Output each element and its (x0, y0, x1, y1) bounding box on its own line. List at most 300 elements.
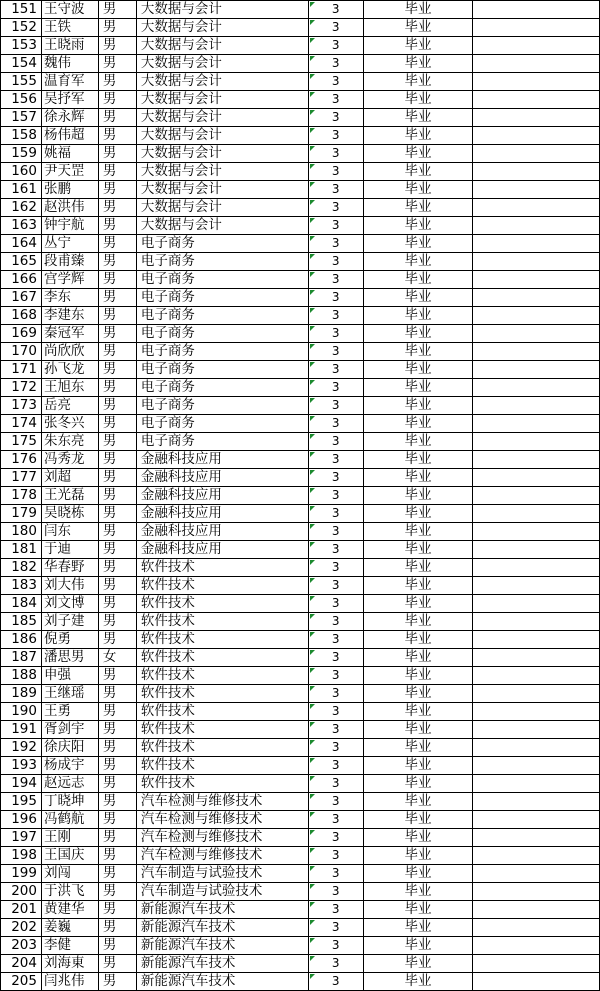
years-cell[interactable] (308, 361, 363, 379)
empty-cell[interactable] (473, 829, 600, 847)
major-cell[interactable]: 软件技术 (136, 649, 308, 667)
empty-cell[interactable] (473, 649, 600, 667)
name-cell[interactable]: 钟宇航 (41, 217, 98, 235)
major-cell[interactable]: 新能源汽车技术 (136, 937, 308, 955)
years-cell[interactable] (308, 1, 363, 19)
major-cell[interactable]: 软件技术 (136, 631, 308, 649)
major-cell[interactable]: 新能源汽车技术 (136, 919, 308, 937)
empty-cell[interactable] (473, 775, 600, 793)
gender-cell[interactable]: 男 (98, 487, 136, 505)
years-cell[interactable] (308, 685, 363, 703)
years-cell[interactable] (308, 829, 363, 847)
major-cell[interactable]: 金融科技应用 (136, 451, 308, 469)
empty-cell[interactable] (473, 865, 600, 883)
row-number-cell[interactable]: 192 (1, 739, 42, 757)
status-cell[interactable]: 毕业 (363, 19, 473, 37)
row-number-cell[interactable]: 163 (1, 217, 42, 235)
name-cell[interactable]: 冯秀龙 (41, 451, 98, 469)
gender-cell[interactable]: 男 (98, 1, 136, 19)
empty-cell[interactable] (473, 613, 600, 631)
name-cell[interactable]: 吴晓栋 (41, 505, 98, 523)
years-cell[interactable] (308, 19, 363, 37)
name-cell[interactable]: 冯鹤航 (41, 811, 98, 829)
years-cell[interactable] (308, 343, 363, 361)
status-cell[interactable]: 毕业 (363, 55, 473, 73)
row-number-cell[interactable]: 151 (1, 1, 42, 19)
name-cell[interactable]: 倪勇 (41, 631, 98, 649)
name-cell[interactable]: 张鹏 (41, 181, 98, 199)
status-cell[interactable]: 毕业 (363, 577, 473, 595)
empty-cell[interactable] (473, 685, 600, 703)
status-cell[interactable]: 毕业 (363, 433, 473, 451)
name-cell[interactable]: 李建东 (41, 307, 98, 325)
gender-cell[interactable]: 男 (98, 793, 136, 811)
major-cell[interactable]: 汽车检测与维修技术 (136, 847, 308, 865)
major-cell[interactable]: 金融科技应用 (136, 469, 308, 487)
years-cell[interactable] (308, 847, 363, 865)
empty-cell[interactable] (473, 253, 600, 271)
years-cell[interactable] (308, 127, 363, 145)
major-cell[interactable]: 金融科技应用 (136, 505, 308, 523)
status-cell[interactable]: 毕业 (363, 289, 473, 307)
years-cell[interactable] (308, 919, 363, 937)
gender-cell[interactable]: 男 (98, 577, 136, 595)
empty-cell[interactable] (473, 73, 600, 91)
gender-cell[interactable]: 男 (98, 901, 136, 919)
status-cell[interactable]: 毕业 (363, 1, 473, 19)
name-cell[interactable]: 李东 (41, 289, 98, 307)
row-number-cell[interactable]: 153 (1, 37, 42, 55)
gender-cell[interactable]: 男 (98, 181, 136, 199)
row-number-cell[interactable]: 184 (1, 595, 42, 613)
row-number-cell[interactable]: 164 (1, 235, 42, 253)
row-number-cell[interactable]: 173 (1, 397, 42, 415)
row-number-cell[interactable]: 198 (1, 847, 42, 865)
name-cell[interactable]: 刘海東 (41, 955, 98, 973)
empty-cell[interactable] (473, 469, 600, 487)
years-cell[interactable] (308, 523, 363, 541)
row-number-cell[interactable]: 158 (1, 127, 42, 145)
gender-cell[interactable]: 男 (98, 631, 136, 649)
major-cell[interactable]: 软件技术 (136, 595, 308, 613)
name-cell[interactable]: 刘子建 (41, 613, 98, 631)
row-number-cell[interactable]: 166 (1, 271, 42, 289)
gender-cell[interactable]: 男 (98, 145, 136, 163)
years-cell[interactable] (308, 109, 363, 127)
empty-cell[interactable] (473, 487, 600, 505)
empty-cell[interactable] (473, 91, 600, 109)
years-cell[interactable] (308, 325, 363, 343)
gender-cell[interactable]: 男 (98, 739, 136, 757)
empty-cell[interactable] (473, 217, 600, 235)
name-cell[interactable]: 张冬兴 (41, 415, 98, 433)
status-cell[interactable]: 毕业 (363, 199, 473, 217)
status-cell[interactable]: 毕业 (363, 901, 473, 919)
gender-cell[interactable]: 男 (98, 109, 136, 127)
years-cell[interactable] (308, 865, 363, 883)
gender-cell[interactable]: 男 (98, 271, 136, 289)
name-cell[interactable]: 闫东 (41, 523, 98, 541)
empty-cell[interactable] (473, 19, 600, 37)
name-cell[interactable]: 李健 (41, 937, 98, 955)
status-cell[interactable]: 毕业 (363, 649, 473, 667)
row-number-cell[interactable]: 175 (1, 433, 42, 451)
years-cell[interactable] (308, 631, 363, 649)
empty-cell[interactable] (473, 793, 600, 811)
empty-cell[interactable] (473, 505, 600, 523)
status-cell[interactable]: 毕业 (363, 361, 473, 379)
row-number-cell[interactable]: 183 (1, 577, 42, 595)
name-cell[interactable]: 朱东亮 (41, 433, 98, 451)
status-cell[interactable]: 毕业 (363, 847, 473, 865)
empty-cell[interactable] (473, 235, 600, 253)
years-cell[interactable] (308, 541, 363, 559)
name-cell[interactable]: 于洪飞 (41, 883, 98, 901)
empty-cell[interactable] (473, 577, 600, 595)
empty-cell[interactable] (473, 379, 600, 397)
gender-cell[interactable]: 男 (98, 775, 136, 793)
row-number-cell[interactable]: 201 (1, 901, 42, 919)
gender-cell[interactable]: 男 (98, 73, 136, 91)
years-cell[interactable] (308, 163, 363, 181)
row-number-cell[interactable]: 157 (1, 109, 42, 127)
name-cell[interactable]: 王光磊 (41, 487, 98, 505)
status-cell[interactable]: 毕业 (363, 559, 473, 577)
name-cell[interactable]: 刘超 (41, 469, 98, 487)
row-number-cell[interactable]: 152 (1, 19, 42, 37)
gender-cell[interactable]: 男 (98, 217, 136, 235)
name-cell[interactable]: 王守波 (41, 1, 98, 19)
major-cell[interactable]: 电子商务 (136, 379, 308, 397)
major-cell[interactable]: 大数据与会计 (136, 73, 308, 91)
row-number-cell[interactable]: 186 (1, 631, 42, 649)
status-cell[interactable]: 毕业 (363, 703, 473, 721)
status-cell[interactable]: 毕业 (363, 505, 473, 523)
major-cell[interactable]: 新能源汽车技术 (136, 901, 308, 919)
row-number-cell[interactable]: 188 (1, 667, 42, 685)
major-cell[interactable]: 大数据与会计 (136, 163, 308, 181)
gender-cell[interactable]: 男 (98, 937, 136, 955)
name-cell[interactable]: 尹天罡 (41, 163, 98, 181)
major-cell[interactable]: 金融科技应用 (136, 487, 308, 505)
status-cell[interactable]: 毕业 (363, 325, 473, 343)
major-cell[interactable]: 电子商务 (136, 325, 308, 343)
major-cell[interactable]: 新能源汽车技术 (136, 955, 308, 973)
empty-cell[interactable] (473, 451, 600, 469)
gender-cell[interactable]: 男 (98, 325, 136, 343)
major-cell[interactable]: 电子商务 (136, 253, 308, 271)
name-cell[interactable]: 潘思男 (41, 649, 98, 667)
row-number-cell[interactable]: 177 (1, 469, 42, 487)
gender-cell[interactable]: 男 (98, 199, 136, 217)
years-cell[interactable] (308, 757, 363, 775)
empty-cell[interactable] (473, 559, 600, 577)
major-cell[interactable]: 大数据与会计 (136, 1, 308, 19)
name-cell[interactable]: 徐永辉 (41, 109, 98, 127)
major-cell[interactable]: 大数据与会计 (136, 127, 308, 145)
status-cell[interactable]: 毕业 (363, 631, 473, 649)
status-cell[interactable]: 毕业 (363, 253, 473, 271)
major-cell[interactable]: 电子商务 (136, 361, 308, 379)
empty-cell[interactable] (473, 361, 600, 379)
empty-cell[interactable] (473, 523, 600, 541)
major-cell[interactable]: 电子商务 (136, 289, 308, 307)
empty-cell[interactable] (473, 145, 600, 163)
status-cell[interactable]: 毕业 (363, 343, 473, 361)
empty-cell[interactable] (473, 55, 600, 73)
major-cell[interactable]: 汽车检测与维修技术 (136, 829, 308, 847)
status-cell[interactable]: 毕业 (363, 937, 473, 955)
name-cell[interactable]: 王继瑶 (41, 685, 98, 703)
years-cell[interactable] (308, 37, 363, 55)
major-cell[interactable]: 大数据与会计 (136, 55, 308, 73)
row-number-cell[interactable]: 155 (1, 73, 42, 91)
major-cell[interactable]: 汽车检测与维修技术 (136, 811, 308, 829)
major-cell[interactable]: 大数据与会计 (136, 37, 308, 55)
gender-cell[interactable]: 男 (98, 19, 136, 37)
row-number-cell[interactable]: 154 (1, 55, 42, 73)
empty-cell[interactable] (473, 307, 600, 325)
years-cell[interactable] (308, 451, 363, 469)
empty-cell[interactable] (473, 433, 600, 451)
name-cell[interactable]: 赵洪伟 (41, 199, 98, 217)
gender-cell[interactable]: 男 (98, 127, 136, 145)
row-number-cell[interactable]: 162 (1, 199, 42, 217)
name-cell[interactable]: 温育军 (41, 73, 98, 91)
empty-cell[interactable] (473, 199, 600, 217)
row-number-cell[interactable]: 165 (1, 253, 42, 271)
empty-cell[interactable] (473, 181, 600, 199)
row-number-cell[interactable]: 159 (1, 145, 42, 163)
row-number-cell[interactable]: 194 (1, 775, 42, 793)
empty-cell[interactable] (473, 343, 600, 361)
major-cell[interactable]: 软件技术 (136, 775, 308, 793)
years-cell[interactable] (308, 73, 363, 91)
status-cell[interactable]: 毕业 (363, 451, 473, 469)
gender-cell[interactable]: 女 (98, 649, 136, 667)
status-cell[interactable]: 毕业 (363, 829, 473, 847)
empty-cell[interactable] (473, 847, 600, 865)
gender-cell[interactable]: 男 (98, 847, 136, 865)
empty-cell[interactable] (473, 541, 600, 559)
row-number-cell[interactable]: 180 (1, 523, 42, 541)
name-cell[interactable]: 尚欣欣 (41, 343, 98, 361)
gender-cell[interactable]: 男 (98, 829, 136, 847)
empty-cell[interactable] (473, 1, 600, 19)
gender-cell[interactable]: 男 (98, 163, 136, 181)
years-cell[interactable] (308, 613, 363, 631)
years-cell[interactable] (308, 91, 363, 109)
years-cell[interactable] (308, 235, 363, 253)
gender-cell[interactable]: 男 (98, 253, 136, 271)
major-cell[interactable]: 软件技术 (136, 685, 308, 703)
empty-cell[interactable] (473, 883, 600, 901)
row-number-cell[interactable]: 171 (1, 361, 42, 379)
name-cell[interactable]: 刘文博 (41, 595, 98, 613)
name-cell[interactable]: 王勇 (41, 703, 98, 721)
row-number-cell[interactable]: 187 (1, 649, 42, 667)
major-cell[interactable]: 软件技术 (136, 559, 308, 577)
gender-cell[interactable]: 男 (98, 955, 136, 973)
status-cell[interactable]: 毕业 (363, 91, 473, 109)
major-cell[interactable]: 软件技术 (136, 577, 308, 595)
name-cell[interactable]: 孙飞龙 (41, 361, 98, 379)
years-cell[interactable] (308, 433, 363, 451)
years-cell[interactable] (308, 469, 363, 487)
major-cell[interactable]: 电子商务 (136, 307, 308, 325)
row-number-cell[interactable]: 190 (1, 703, 42, 721)
name-cell[interactable]: 申强 (41, 667, 98, 685)
status-cell[interactable]: 毕业 (363, 811, 473, 829)
status-cell[interactable]: 毕业 (363, 37, 473, 55)
name-cell[interactable]: 杨成宇 (41, 757, 98, 775)
years-cell[interactable] (308, 415, 363, 433)
status-cell[interactable]: 毕业 (363, 235, 473, 253)
empty-cell[interactable] (473, 901, 600, 919)
row-number-cell[interactable]: 203 (1, 937, 42, 955)
major-cell[interactable]: 大数据与会计 (136, 181, 308, 199)
row-number-cell[interactable]: 191 (1, 721, 42, 739)
name-cell[interactable]: 姜巍 (41, 919, 98, 937)
empty-cell[interactable] (473, 937, 600, 955)
major-cell[interactable]: 电子商务 (136, 415, 308, 433)
empty-cell[interactable] (473, 37, 600, 55)
name-cell[interactable]: 吴抒军 (41, 91, 98, 109)
row-number-cell[interactable]: 195 (1, 793, 42, 811)
gender-cell[interactable]: 男 (98, 595, 136, 613)
name-cell[interactable]: 闫兆伟 (41, 973, 98, 991)
major-cell[interactable]: 汽车检测与维修技术 (136, 793, 308, 811)
row-number-cell[interactable]: 196 (1, 811, 42, 829)
status-cell[interactable]: 毕业 (363, 793, 473, 811)
major-cell[interactable]: 大数据与会计 (136, 19, 308, 37)
row-number-cell[interactable]: 202 (1, 919, 42, 937)
gender-cell[interactable]: 男 (98, 361, 136, 379)
empty-cell[interactable] (473, 739, 600, 757)
name-cell[interactable]: 王刚 (41, 829, 98, 847)
row-number-cell[interactable]: 182 (1, 559, 42, 577)
name-cell[interactable]: 秦冠军 (41, 325, 98, 343)
gender-cell[interactable]: 男 (98, 289, 136, 307)
name-cell[interactable]: 姚福 (41, 145, 98, 163)
status-cell[interactable]: 毕业 (363, 217, 473, 235)
years-cell[interactable] (308, 811, 363, 829)
gender-cell[interactable]: 男 (98, 865, 136, 883)
status-cell[interactable]: 毕业 (363, 487, 473, 505)
gender-cell[interactable]: 男 (98, 883, 136, 901)
empty-cell[interactable] (473, 397, 600, 415)
gender-cell[interactable]: 男 (98, 37, 136, 55)
years-cell[interactable] (308, 883, 363, 901)
gender-cell[interactable]: 男 (98, 721, 136, 739)
row-number-cell[interactable]: 161 (1, 181, 42, 199)
row-number-cell[interactable]: 179 (1, 505, 42, 523)
empty-cell[interactable] (473, 631, 600, 649)
major-cell[interactable]: 软件技术 (136, 613, 308, 631)
status-cell[interactable]: 毕业 (363, 415, 473, 433)
years-cell[interactable] (308, 721, 363, 739)
major-cell[interactable]: 电子商务 (136, 397, 308, 415)
major-cell[interactable]: 金融科技应用 (136, 523, 308, 541)
status-cell[interactable]: 毕业 (363, 721, 473, 739)
gender-cell[interactable]: 男 (98, 559, 136, 577)
row-number-cell[interactable]: 178 (1, 487, 42, 505)
years-cell[interactable] (308, 199, 363, 217)
empty-cell[interactable] (473, 811, 600, 829)
status-cell[interactable]: 毕业 (363, 595, 473, 613)
row-number-cell[interactable]: 200 (1, 883, 42, 901)
name-cell[interactable]: 刘闯 (41, 865, 98, 883)
empty-cell[interactable] (473, 325, 600, 343)
gender-cell[interactable]: 男 (98, 757, 136, 775)
years-cell[interactable] (308, 955, 363, 973)
row-number-cell[interactable]: 174 (1, 415, 42, 433)
years-cell[interactable] (308, 289, 363, 307)
name-cell[interactable]: 华春野 (41, 559, 98, 577)
name-cell[interactable]: 徐庆阳 (41, 739, 98, 757)
gender-cell[interactable]: 男 (98, 523, 136, 541)
name-cell[interactable]: 段甫臻 (41, 253, 98, 271)
major-cell[interactable]: 电子商务 (136, 343, 308, 361)
years-cell[interactable] (308, 667, 363, 685)
row-number-cell[interactable]: 205 (1, 973, 42, 991)
major-cell[interactable]: 新能源汽车技术 (136, 973, 308, 991)
status-cell[interactable]: 毕业 (363, 163, 473, 181)
status-cell[interactable]: 毕业 (363, 397, 473, 415)
years-cell[interactable] (308, 253, 363, 271)
empty-cell[interactable] (473, 703, 600, 721)
status-cell[interactable]: 毕业 (363, 307, 473, 325)
name-cell[interactable]: 王旭东 (41, 379, 98, 397)
major-cell[interactable]: 软件技术 (136, 739, 308, 757)
row-number-cell[interactable]: 167 (1, 289, 42, 307)
row-number-cell[interactable]: 197 (1, 829, 42, 847)
major-cell[interactable]: 大数据与会计 (136, 91, 308, 109)
status-cell[interactable]: 毕业 (363, 379, 473, 397)
gender-cell[interactable]: 男 (98, 379, 136, 397)
years-cell[interactable] (308, 649, 363, 667)
gender-cell[interactable]: 男 (98, 973, 136, 991)
row-number-cell[interactable]: 193 (1, 757, 42, 775)
years-cell[interactable] (308, 901, 363, 919)
gender-cell[interactable]: 男 (98, 415, 136, 433)
major-cell[interactable]: 大数据与会计 (136, 109, 308, 127)
name-cell[interactable]: 丛宁 (41, 235, 98, 253)
major-cell[interactable]: 软件技术 (136, 667, 308, 685)
years-cell[interactable] (308, 559, 363, 577)
major-cell[interactable]: 汽车制造与试验技术 (136, 883, 308, 901)
years-cell[interactable] (308, 505, 363, 523)
row-number-cell[interactable]: 185 (1, 613, 42, 631)
years-cell[interactable] (308, 937, 363, 955)
years-cell[interactable] (308, 703, 363, 721)
years-cell[interactable] (308, 379, 363, 397)
name-cell[interactable]: 黄建华 (41, 901, 98, 919)
gender-cell[interactable]: 男 (98, 667, 136, 685)
major-cell[interactable]: 大数据与会计 (136, 217, 308, 235)
status-cell[interactable]: 毕业 (363, 127, 473, 145)
years-cell[interactable] (308, 271, 363, 289)
name-cell[interactable]: 杨伟超 (41, 127, 98, 145)
major-cell[interactable]: 大数据与会计 (136, 199, 308, 217)
gender-cell[interactable]: 男 (98, 433, 136, 451)
status-cell[interactable]: 毕业 (363, 73, 473, 91)
status-cell[interactable]: 毕业 (363, 883, 473, 901)
major-cell[interactable]: 大数据与会计 (136, 145, 308, 163)
name-cell[interactable]: 刘大伟 (41, 577, 98, 595)
name-cell[interactable]: 王铁 (41, 19, 98, 37)
row-number-cell[interactable]: 156 (1, 91, 42, 109)
